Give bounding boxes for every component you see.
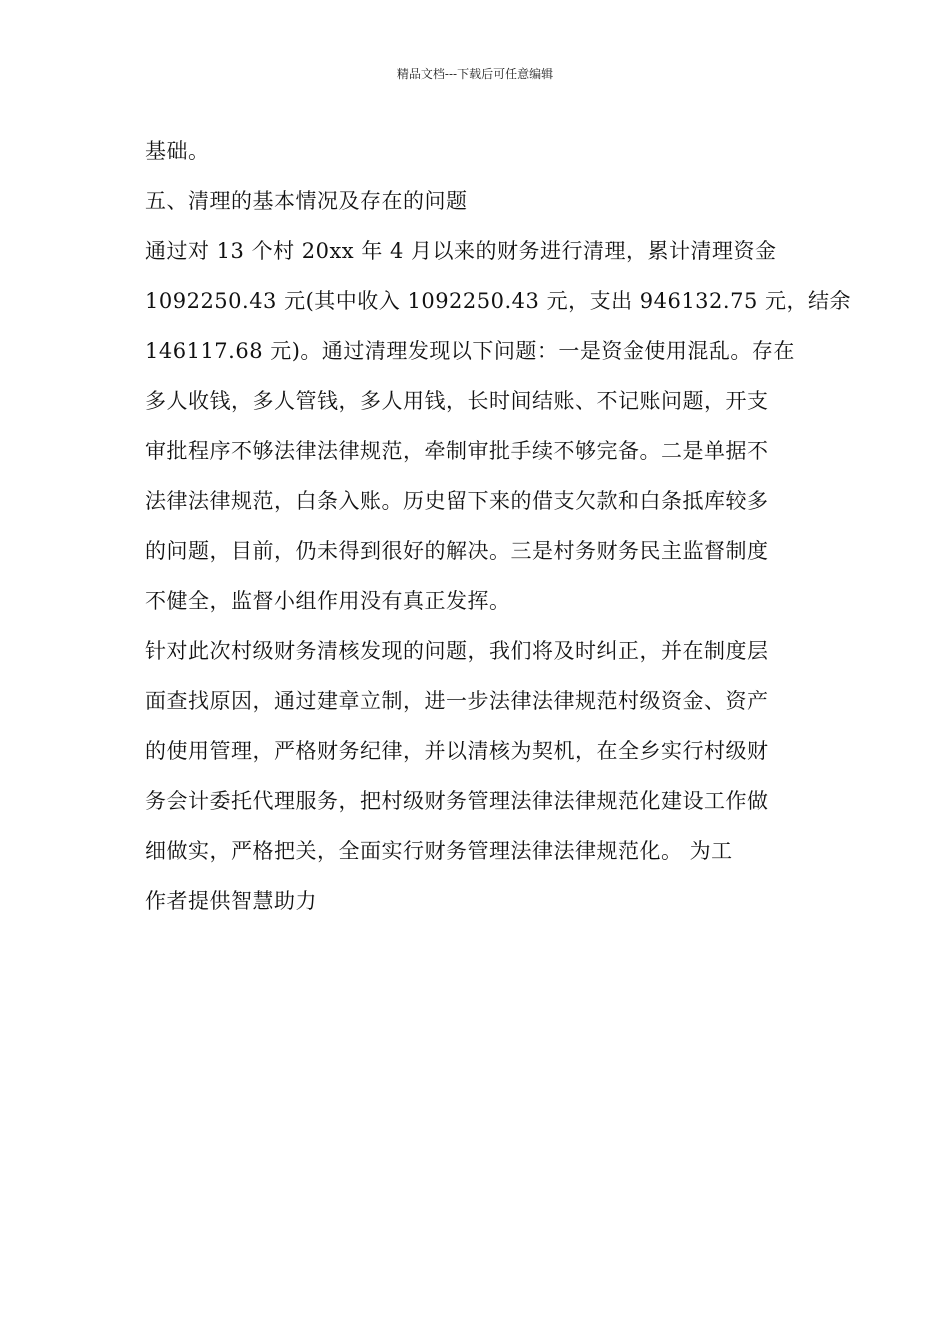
text-line: 多人收钱，多人管钱，多人用钱，长时间结账、不记账问题，开支 [145, 389, 769, 413]
text-line: 针对此次村级财务清核发现的问题，我们将及时纠正，并在制度层 [145, 639, 769, 663]
page-header: 精品文档---下载后可任意编辑 [396, 67, 554, 81]
text-line: 法律法律规范，白条入账。历史留下来的借支欠款和白条抵库较多 [145, 489, 769, 513]
text-line: 面查找原因，通过建章立制，进一步法律法律规范村级资金、资产 [145, 689, 769, 713]
text-line: 的使用管理，严格财务纪律，并以清核为契机，在全乡实行村级财 [145, 739, 769, 763]
text-line: 的问题，目前，仍未得到很好的解决。三是村务财务民主监督制度 [145, 539, 769, 563]
text-line: 通过对 13 个村 20xx 年 4 月以来的财务进行清理，累计清理资金 [145, 239, 777, 263]
section-heading: 五、清理的基本情况及存在的问题 [145, 189, 468, 213]
text-line: 审批程序不够法律法律规范，牵制审批手续不够完备。二是单据不 [145, 439, 769, 463]
text-line: 不健全，监督小组作用没有真正发挥。 [145, 589, 511, 613]
text-line: 细做实，严格把关，全面实行财务管理法律法律规范化。 为工 [145, 839, 733, 863]
text-line: 146117.68 元)。通过清理发现以下问题：一是资金使用混乱。存在 [145, 339, 795, 363]
text-line: 务会计委托代理服务，把村级财务管理法律法律规范化建设工作做 [145, 789, 769, 813]
text-line: 基础。 [145, 139, 210, 163]
text-line: 作者提供智慧助力 [145, 889, 317, 913]
text-line: 1092250.43 元(其中收入 1092250.43 元，支出 946132.75 元，结余 [145, 289, 851, 313]
